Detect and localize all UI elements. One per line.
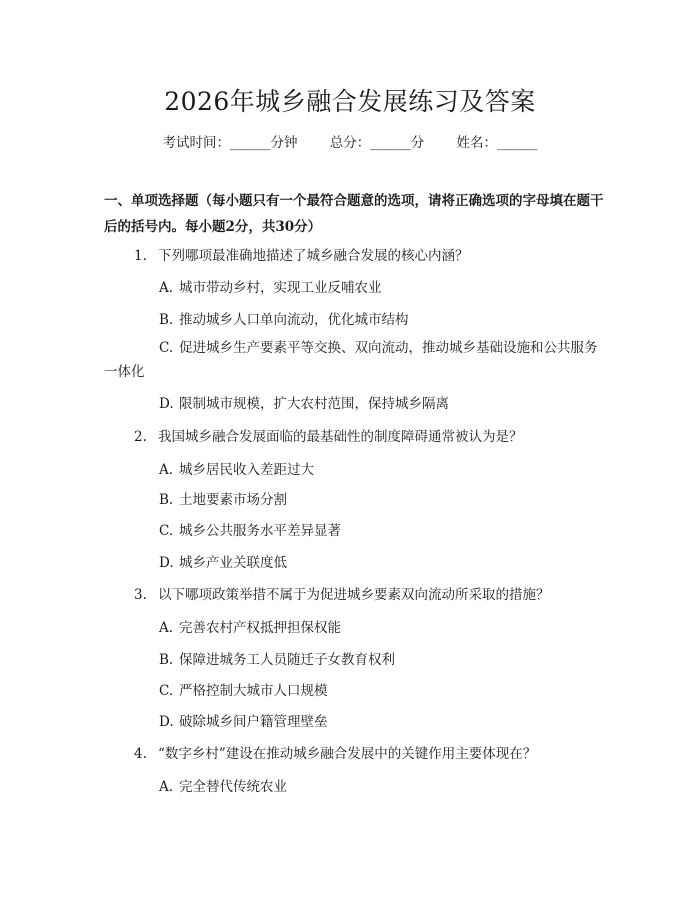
question-text: 以下哪项政策举措不属于为促进城乡要素双向流动所采取的措施？ (158, 587, 550, 603)
option-1a (159, 276, 382, 296)
question-number: 1. (134, 248, 147, 264)
option-text: 保障进城务工人员随迁子女教育权利 (179, 652, 395, 668)
option-letter: B. (159, 652, 174, 668)
section-heading: 一、单项选择题（每小题只有一个最符合题意的选项，请将正确选项的字母填在题干后的括号内。每小题2分，共30分） (104, 193, 604, 235)
option-letter: A. (159, 280, 174, 296)
option-letter: B. (159, 492, 174, 508)
option-letter: A. (159, 620, 174, 636)
option-2c (159, 519, 341, 539)
option-letter: A. (159, 779, 174, 795)
exam-name: 姓名：______ (456, 135, 538, 151)
option-3a (159, 616, 341, 636)
question-text: 下列哪项最准确地描述了城乡融合发展的核心内涵？ (158, 248, 469, 264)
option-letter: C. (159, 340, 174, 356)
option-3d (159, 710, 328, 730)
option-2a (159, 458, 314, 478)
question-number: 3. (134, 587, 147, 603)
option-1d (159, 392, 449, 412)
option-3c (159, 679, 328, 699)
question-text: “数字乡村”建设在推动城乡融合发展中的关键作用主要体现在？ (158, 746, 537, 762)
option-1b (159, 308, 409, 328)
question-number: 4. (134, 746, 147, 762)
option-text: 严格控制大城市人口规模 (179, 683, 328, 699)
option-3b (159, 648, 395, 668)
option-2b (159, 488, 287, 508)
option-text: 完全替代传统农业 (179, 779, 287, 795)
option-letter: C. (159, 523, 174, 539)
option-text: 土地要素市场分割 (179, 492, 287, 508)
option-letter: D. (159, 555, 174, 571)
option-text: 促进城乡生产要素平等交换、双向流动，推动城乡基础设施和公共服务一体化 (104, 340, 598, 380)
option-1c (104, 336, 604, 384)
option-text: 城乡产业关联度低 (179, 555, 287, 571)
option-text: 破除城乡间户籍管理壁垒 (179, 714, 328, 730)
exam-score: 总分：______分 (329, 135, 425, 151)
exam-time: 考试时间：______分钟 (162, 135, 298, 151)
page-title: 2026年城乡融合发展练习及答案 (164, 87, 536, 116)
question-4 (134, 742, 536, 762)
option-4a (159, 775, 287, 795)
question-3 (134, 583, 550, 603)
exam-meta (0, 131, 700, 151)
option-letter: C. (159, 683, 174, 699)
option-text: 推动城乡人口单向流动，优化城市结构 (179, 312, 409, 328)
option-letter: B. (159, 312, 174, 328)
option-text: 完善农村产权抵押担保权能 (179, 620, 341, 636)
option-text: 城乡居民收入差距过大 (179, 462, 314, 478)
option-letter: D. (159, 714, 174, 730)
option-text: 限制城市规模，扩大农村范围，保持城乡隔离 (179, 396, 449, 412)
question-2 (134, 425, 523, 445)
question-text: 我国城乡融合发展面临的最基础性的制度障碍通常被认为是？ (158, 429, 523, 445)
question-1 (134, 244, 469, 264)
option-text: 城市带动乡村，实现工业反哺农业 (179, 280, 382, 296)
option-text: 城乡公共服务水平差异显著 (179, 523, 341, 539)
question-number: 2. (134, 429, 147, 445)
option-letter: A. (159, 462, 174, 478)
option-2d (159, 551, 287, 571)
option-letter: D. (159, 396, 174, 412)
